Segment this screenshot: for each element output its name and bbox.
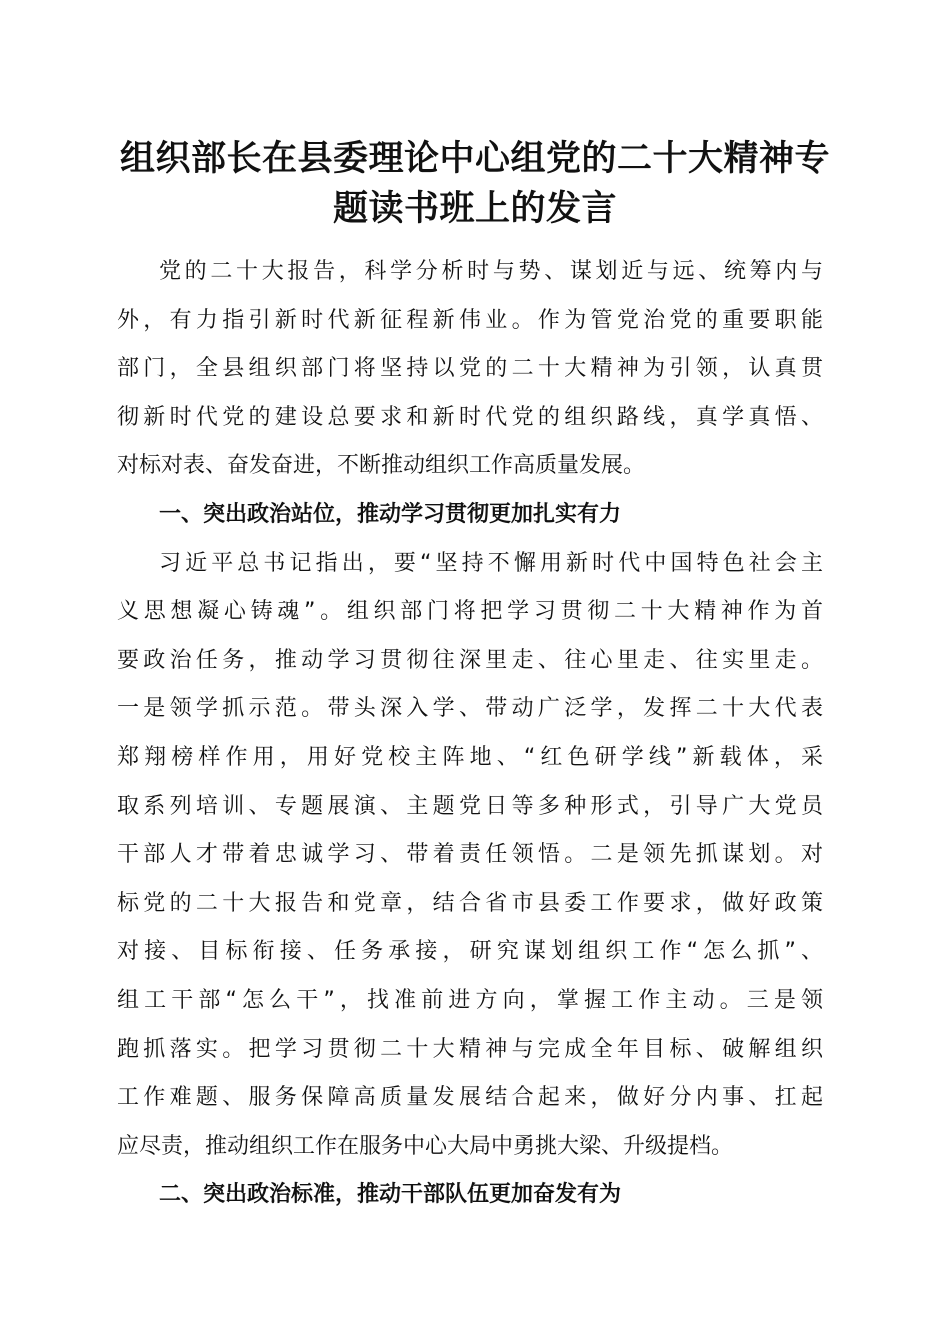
paragraph-line: 郑翔榜样作用，用好党校主阵地、“红色研学线”新载体，采 (117, 744, 823, 770)
paragraph-line: 组工干部“怎么干”，找准前进方向，掌握工作主动。三是领 (117, 987, 823, 1013)
section-heading: 二、突出政治标准，推动干部队伍更加奋发有为 (159, 1182, 622, 1208)
paragraph-line: 义思想凝心铸魂”。组织部门将把学习贯彻二十大精神作为首 (117, 599, 823, 625)
paragraph-line: 彻新时代党的建设总要求和新时代党的组织路线，真学真悟、 (117, 404, 823, 430)
paragraph-line: 对接、目标衔接、任务承接，研究谋划组织工作“怎么抓”、 (117, 939, 823, 965)
document-title (110, 134, 840, 234)
paragraph-line: 工作难题、服务保障高质量发展结合起来，做好分内事、扛起 (117, 1085, 823, 1111)
paragraph-line: 部门，全县组织部门将坚持以党的二十大精神为引领，认真贯 (117, 356, 823, 382)
paragraph-line: 习近平总书记指出，要“坚持不懈用新时代中国特色社会主 (159, 550, 823, 576)
paragraph-line: 一是领学抓示范。带头深入学、带动广泛学，发挥二十大代表 (117, 696, 823, 722)
paragraph-line: 党的二十大报告，科学分析时与势、谋划近与远、统筹内与 (159, 259, 823, 284)
paragraph-line: 应尽责，推动组织工作在服务中心大局中勇挑大梁、升级提档。 (117, 1133, 734, 1159)
title-line: 题读书班上的发言 (332, 188, 617, 229)
document-body (117, 248, 823, 1220)
paragraph-line: 取系列培训、专题展演、主题党日等多种形式，引导广大党员 (117, 793, 823, 819)
paragraph-line: 外，有力指引新时代新征程新伟业。作为管党治党的重要职能 (117, 307, 823, 333)
title-line: 组织部长在县委理论中心组党的二十大精神专 (119, 138, 830, 179)
paragraph-line: 要政治任务，推动学习贯彻往深里走、往心里走、往实里走。 (117, 647, 823, 673)
paragraph-line: 标党的二十大报告和党章，结合省市县委工作要求，做好政策 (117, 890, 823, 916)
section-heading: 一、突出政治站位，推动学习贯彻更加扎实有力 (159, 501, 622, 527)
paragraph-line: 跑抓落实。把学习贯彻二十大精神与完成全年目标、破解组织 (117, 1036, 823, 1062)
paragraph-line: 干部人才带着忠诚学习、带着责任领悟。二是领先抓谋划。对 (117, 842, 823, 868)
paragraph-line: 对标对表、奋发奋进，不断推动组织工作高质量发展。 (117, 453, 646, 479)
